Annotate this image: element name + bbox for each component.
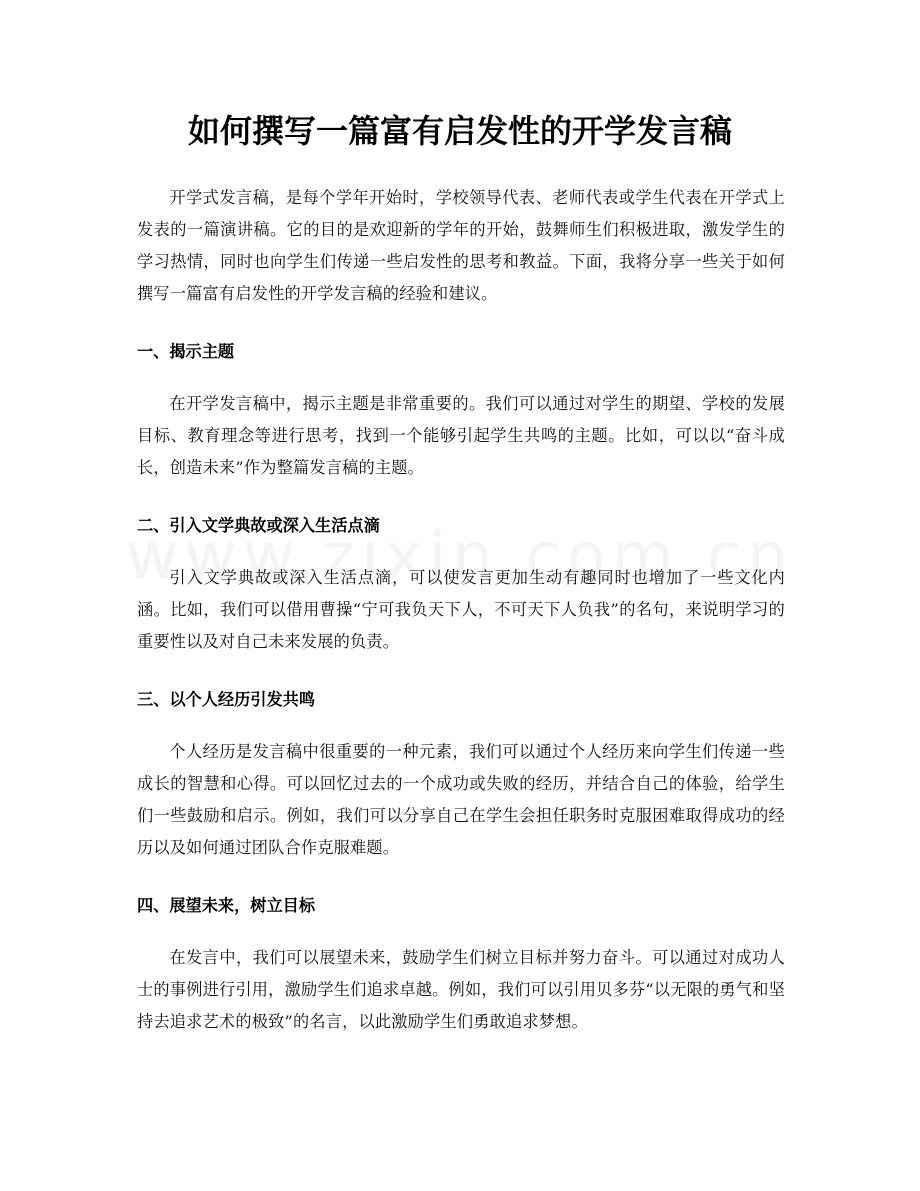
document-body — [137, 182, 785, 1038]
section-heading-4: 四、展望未来，树立目标 — [137, 896, 316, 915]
section-heading-2: 二、引入文学典故或深入生活点滴 — [137, 516, 380, 535]
section-body-3: 个人经历是发言稿中很重要的一种元素，我们可以通过个人经历来向学生们传递一些成长的智慧和心得。可以回忆过去的一个成功或失败的经历，并结合自己的体验，给学生们一些鼓励和启示。例如，我们可以分享自己在学生会担任职务时克服困难取得成功的经历以及如何通过团队合作克服难题。 — [137, 742, 785, 857]
section-heading-3: 三、以个人经历引发共鸣 — [137, 690, 316, 709]
intro-paragraph: 开学式发言稿，是每个学年开始时，学校领导代表、老师代表或学生代表在开学式上发表的一篇演讲稿。它的目的是欢迎新的学年的开始，鼓舞师生们积极进取，激发学生的学习热情，同时也向学生们传递一些启发性的思考和教益。下面，我将分享一些关于如何撰写一篇富有启发性的开学发言稿的经验和建议。 — [137, 188, 785, 303]
section-body-2: 引入文学典故或深入生活点滴，可以使发言更加生动有趣同时也增加了一些文化内涵。比如，我们可以借用曹操“宁可我负天下人，不可天下人负我”的名句，来说明学习的重要性以及对自己未来发展的负责。 — [137, 568, 785, 651]
section-body-1: 在开学发言稿中，揭示主题是非常重要的。我们可以通过对学生的期望、学校的发展目标、教育理念等进行思考，找到一个能够引起学生共鸣的主题。比如，可以以“奋斗成长，创造未来”作为整篇发言稿的主题。 — [137, 394, 785, 477]
page-title: 如何撰写一篇富有启发性的开学发言稿 — [187, 112, 732, 150]
section-heading-1: 一、揭示主题 — [137, 342, 235, 361]
section-body-4: 在发言中，我们可以展望未来，鼓励学生们树立目标并努力奋斗。可以通过对成功人士的事例进行引用，激励学生们追求卓越。例如，我们可以引用贝多芬“以无限的勇气和坚持去追求艺术的极致”的名言，以此激励学生们勇敢追求梦想。 — [137, 948, 785, 1031]
